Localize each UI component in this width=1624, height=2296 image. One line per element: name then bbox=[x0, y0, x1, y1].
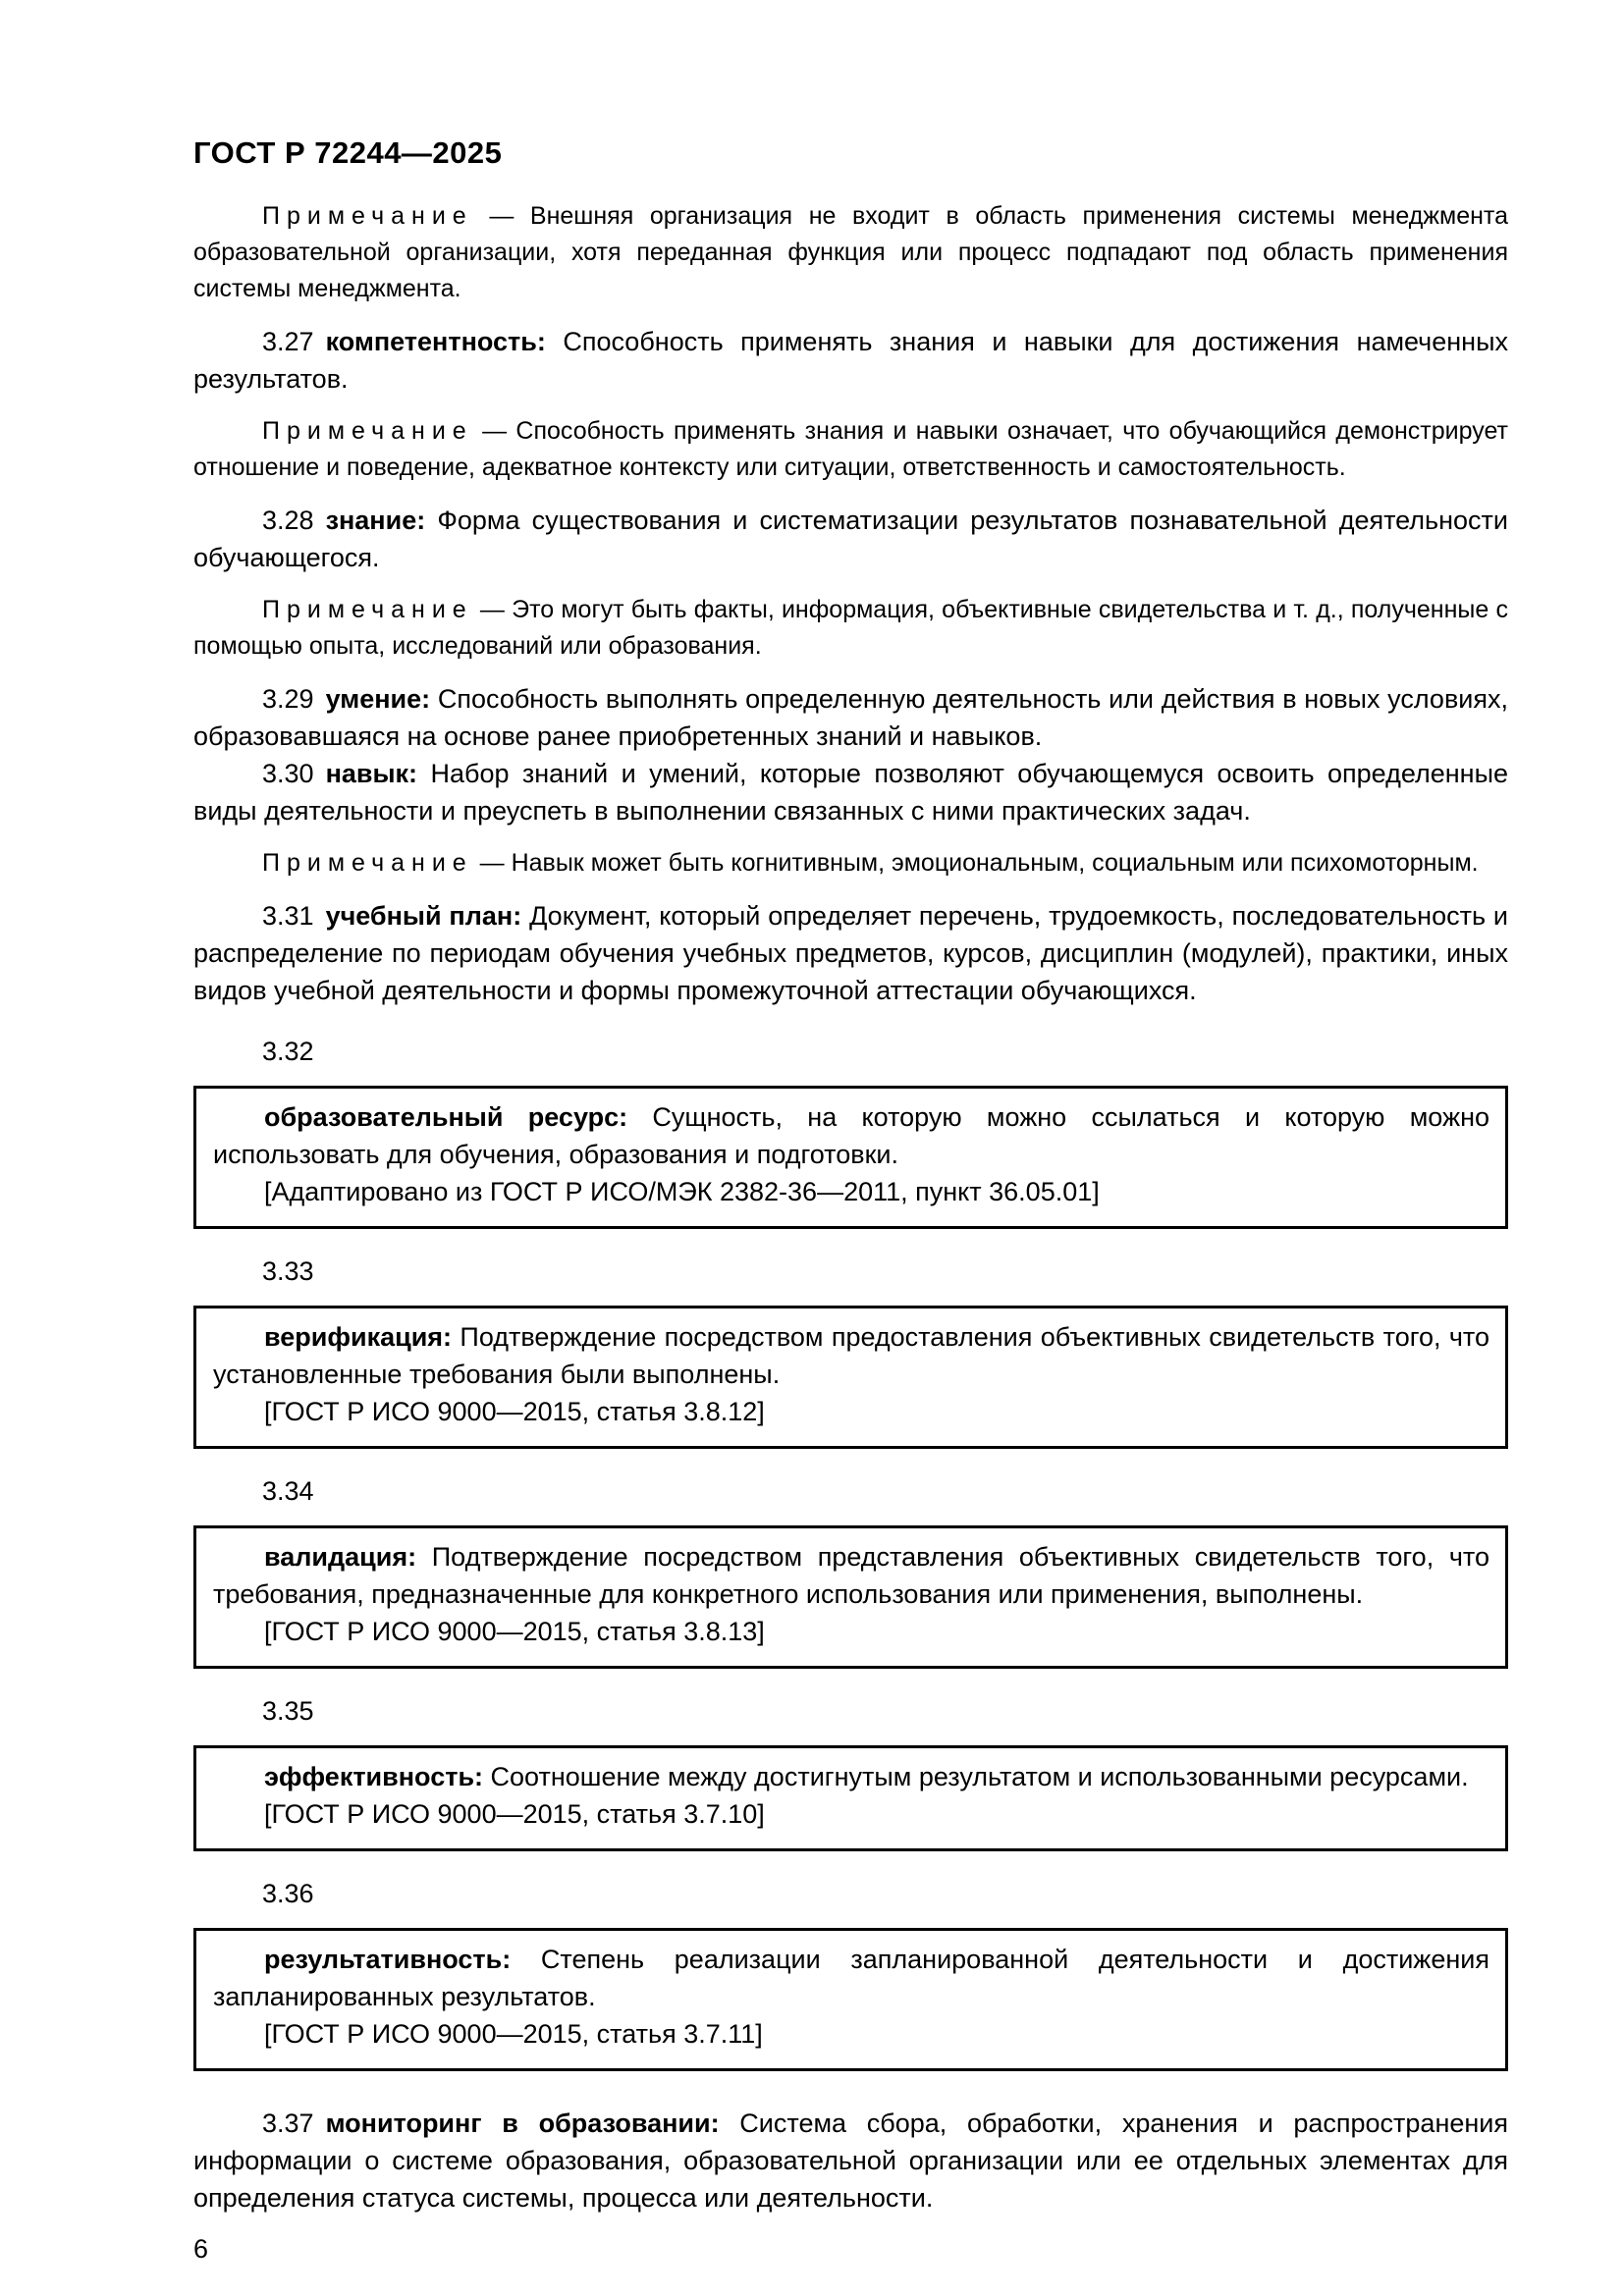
definition-text: Степень реализации запланированной деятельности и достижения запланированных результатов. bbox=[213, 1945, 1489, 2011]
definition-text: Подтверждение посредством предоставления объективных свидетельств того, что установленные требования были выполнены. bbox=[213, 1322, 1489, 1389]
definition-text: Сущность, на которую можно ссылаться и которую можно использовать для обучения, образования и подготовки. bbox=[213, 1102, 1489, 1169]
clause-number: 3.37 bbox=[262, 2109, 314, 2138]
term-name: верификация: bbox=[264, 1322, 453, 1352]
note-text: — Это могут быть факты, информация, объективные свидетельства и т. д., полученные с помощью опыта, исследований или образования. bbox=[193, 596, 1508, 660]
term-name: валидация: bbox=[264, 1542, 417, 1572]
source-reference: [ГОСТ Р ИСО 9000—2015, статья 3.7.10] bbox=[264, 1799, 765, 1829]
boxed-definition bbox=[213, 1098, 1489, 1173]
clause-number-3-35: 3.35 bbox=[262, 1696, 314, 1726]
definition-text: Подтверждение посредством представления объективных свидетельств того, что требования, предназначенные для конкретного использования или применения, выполнены. bbox=[213, 1542, 1489, 1609]
note-label: Примечание bbox=[262, 596, 473, 623]
clause-number: 3.27 bbox=[262, 327, 314, 356]
definition-3-28 bbox=[193, 502, 1508, 576]
note-text: — Навык может быть когнитивным, эмоциональным, социальным или психомоторным. bbox=[479, 849, 1479, 877]
source-reference: [ГОСТ Р ИСО 9000—2015, статья 3.8.13] bbox=[264, 1617, 765, 1646]
term-name: знание: bbox=[325, 506, 426, 535]
definition-text: Форма существования и систематизации результатов познавательной деятельности обучающегося. bbox=[193, 506, 1508, 572]
term-name: компетентность: bbox=[325, 327, 546, 356]
term-name: навык: bbox=[325, 759, 418, 788]
definition-text: Система сбора, обработки, хранения и распространения информации о системе образования, образовательной организации или ее отдельных элементах для определения статуса системы, процесса или деятельности. bbox=[193, 2109, 1508, 2213]
definition-text: Способность применять знания и навыки для достижения намеченных результатов. bbox=[193, 327, 1508, 394]
definition-text: Документ, который определяет перечень, трудоемкость, последовательность и распределение по периодам обучения учебных предметов, курсов, дисциплин (модулей), практики, иных видов учебной деятельности и формы промежуточной аттестации обучающихся. bbox=[193, 901, 1508, 1005]
note-text: — Способность применять знания и навыки означает, что обучающийся демонстрирует отношение и поведение, адекватное контексту или ситуации, ответственность и самостоятельность. bbox=[193, 417, 1508, 481]
source-reference: [ГОСТ Р ИСО 9000—2015, статья 3.8.12] bbox=[264, 1397, 765, 1426]
term-name: мониторинг в образовании: bbox=[325, 2109, 720, 2138]
clause-number-3-33: 3.33 bbox=[262, 1256, 314, 1286]
definition-3-29 bbox=[193, 680, 1508, 755]
clause-number: 3.28 bbox=[262, 506, 314, 535]
boxed-term-efficiency bbox=[193, 1745, 1508, 1851]
term-name: умение: bbox=[325, 684, 431, 714]
boxed-definition bbox=[213, 1758, 1489, 1795]
boxed-term-verification bbox=[193, 1306, 1508, 1449]
term-name: учебный план: bbox=[325, 901, 522, 931]
note-label: Примечание bbox=[262, 417, 473, 445]
definition-3-31 bbox=[193, 897, 1508, 1009]
boxed-definition bbox=[213, 1941, 1489, 2015]
boxed-term-resource bbox=[193, 1086, 1508, 1229]
note-knowledge bbox=[193, 592, 1508, 665]
clause-number-3-32: 3.32 bbox=[262, 1037, 314, 1066]
term-name: результативность: bbox=[264, 1945, 512, 1974]
note-outsourcing bbox=[193, 198, 1508, 307]
note-competence bbox=[193, 413, 1508, 486]
definition-text: Соотношение между достигнутым результатом и использованными ресурсами. bbox=[490, 1762, 1469, 1791]
clause-number: 3.31 bbox=[262, 901, 314, 931]
definition-text: Набор знаний и умений, которые позволяют обучающемуся освоить определенные виды деятельности и преуспеть в выполнении связанных с ними практических задач. bbox=[193, 759, 1508, 826]
clause-number: 3.30 bbox=[262, 759, 314, 788]
boxed-definition bbox=[213, 1538, 1489, 1613]
boxed-term-validation bbox=[193, 1525, 1508, 1669]
source-reference: [Адаптировано из ГОСТ Р ИСО/МЭК 2382-36—2011, пункт 36.05.01] bbox=[264, 1177, 1100, 1206]
term-name: эффективность: bbox=[264, 1762, 484, 1791]
source-reference: [ГОСТ Р ИСО 9000—2015, статья 3.7.11] bbox=[264, 2019, 763, 2049]
clause-number-3-36: 3.36 bbox=[262, 1879, 314, 1908]
note-text: — Внешняя организация не входит в область применения системы менеджмента образовательной организации, хотя переданная функция или процесс подпадают под область применения системы менеджмента. bbox=[193, 202, 1508, 302]
boxed-term-effectiveness bbox=[193, 1928, 1508, 2071]
document-title: ГОСТ Р 72244—2025 bbox=[193, 135, 503, 170]
boxed-definition bbox=[213, 1318, 1489, 1393]
clause-number: 3.29 bbox=[262, 684, 314, 714]
definition-text: Способность выполнять определенную деятельность или действия в новых условиях, образовавшаяся на основе ранее приобретенных знаний и навыков. bbox=[193, 684, 1508, 751]
term-name: образовательный ресурс: bbox=[264, 1102, 628, 1132]
note-skill bbox=[193, 845, 1508, 881]
note-label: Примечание bbox=[262, 202, 473, 230]
note-label: Примечание bbox=[262, 849, 473, 877]
definition-3-37 bbox=[193, 2105, 1508, 2216]
definition-3-30 bbox=[193, 755, 1508, 829]
page-number: 6 bbox=[193, 2234, 209, 2264]
definition-3-27 bbox=[193, 323, 1508, 398]
clause-number-3-34: 3.34 bbox=[262, 1476, 314, 1506]
